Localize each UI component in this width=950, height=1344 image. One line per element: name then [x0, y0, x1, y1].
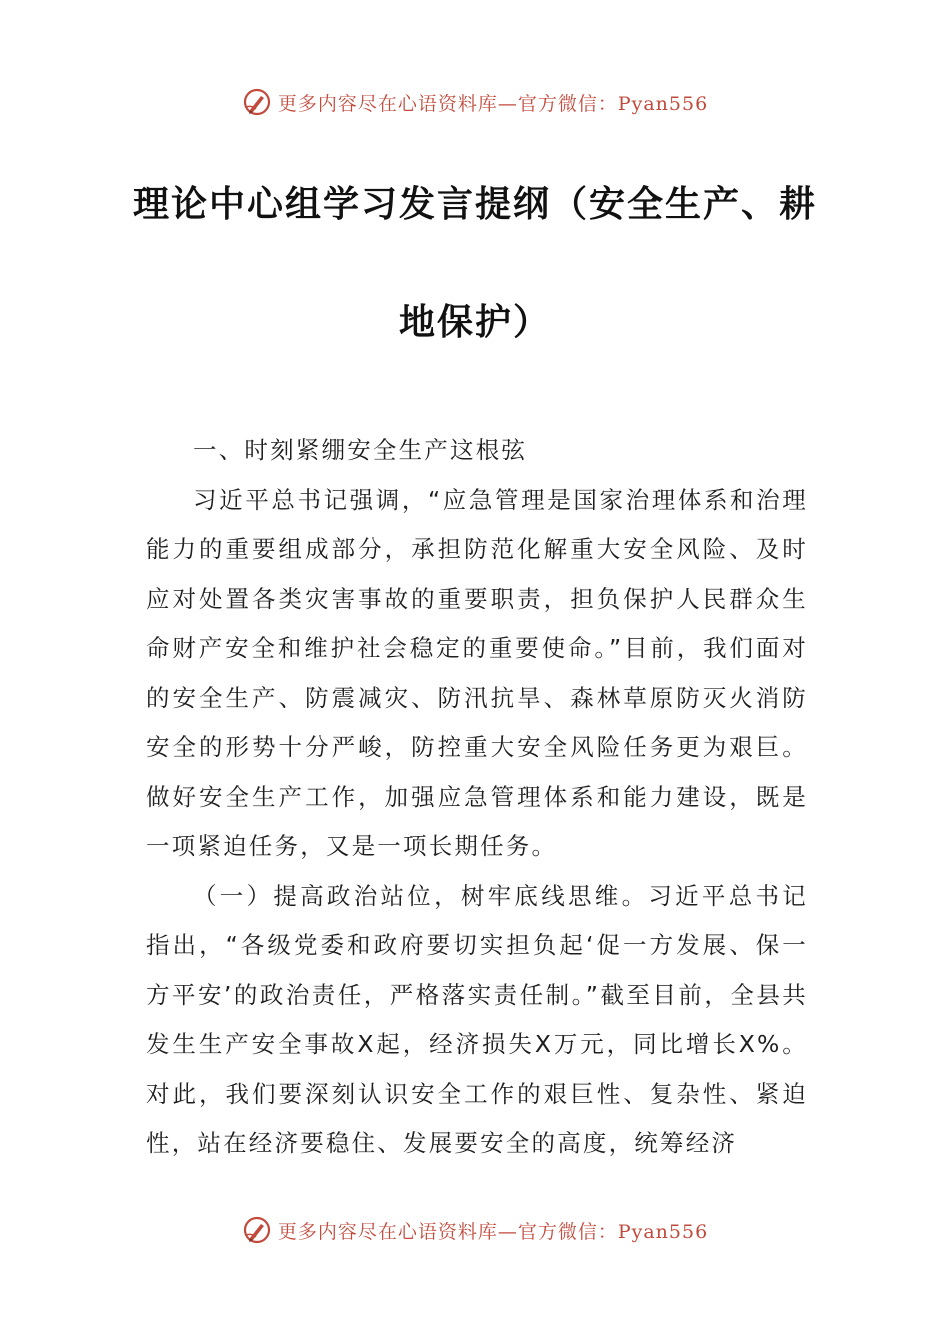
- watermark-header: [0, 82, 950, 122]
- section-heading: 一、时刻紧绷安全生产这根弦: [193, 436, 528, 464]
- watermark-text: 更多内容尽在心语资料库—官方微信：Pyan556: [277, 1220, 709, 1243]
- pen-circle-logo-icon: [242, 1215, 272, 1245]
- paragraph: （一）提高政治站位，树牢底线思维。习近平总书记指出，“各级党委和政府要切实担负起‘促一方发展、保一方平安’的政治责任，严格落实责任制。”截至目前，全县共发生生产安全事故X起，经济损失X万元，同比增长X%。对此，我们要深刻认识安全工作的艰巨性、复杂性、紧迫性，站在经济要稳住、发展要安全的高度，统筹经济: [146, 881, 808, 1157]
- watermark-text: 更多内容尽在心语资料库—官方微信：Pyan556: [277, 92, 709, 115]
- watermark-footer: [0, 1210, 950, 1250]
- paragraph: 习近平总书记强调，“应急管理是国家治理体系和治理能力的重要组成部分，承担防范化解重大安全风险、及时应对处置各类灾害事故的重要职责，担负保护人民群众生命财产安全和维护社会稳定的重要使命。”目前，我们面对的安全生产、防震减灾、防汛抗旱、森林草原防灭火消防安全的形势十分严峻，防控重大安全风险任务更为艰巨。做好安全生产工作，加强应急管理体系和能力建设，既是一项紧迫任务，又是一项长期任务。: [146, 485, 808, 860]
- pen-circle-logo-icon: [242, 87, 272, 117]
- document-title-line1: 理论中心组学习发言提纲（安全生产、耕: [132, 183, 817, 225]
- document-title-line2: 地保护）: [398, 301, 551, 343]
- document-body: [146, 426, 808, 1169]
